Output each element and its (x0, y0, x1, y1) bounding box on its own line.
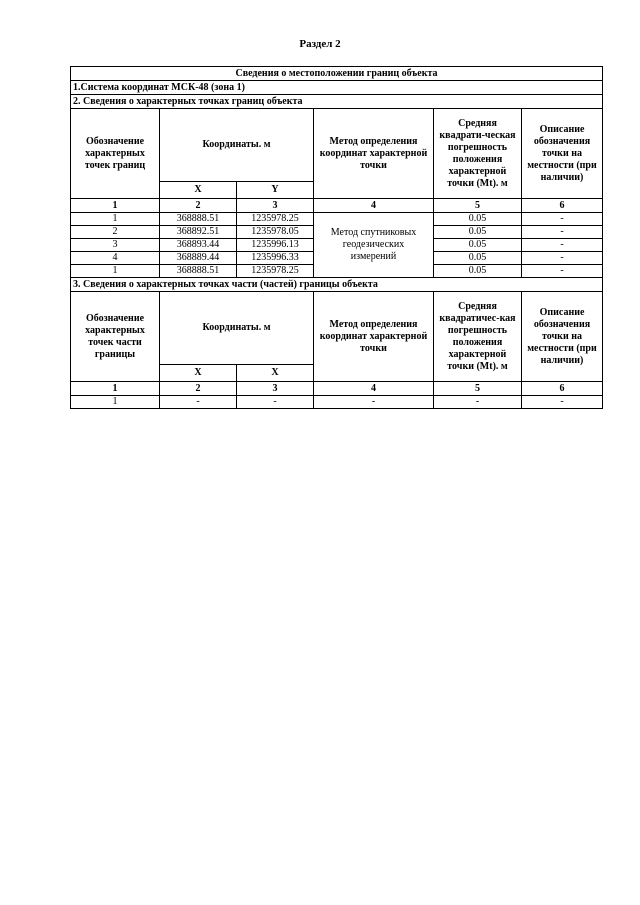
part2-method-header: Метод определения координат характерной точки (314, 109, 434, 199)
part3-method-header: Метод определения координат характерной точки (314, 292, 434, 382)
part3-num-4: 4 (314, 382, 434, 396)
boundary-table (70, 66, 603, 409)
point-number: 1 (71, 265, 160, 278)
part2-num-4: 4 (314, 199, 434, 213)
coord-y: 1235978.25 (237, 213, 314, 226)
coord-y: 1235996.33 (237, 252, 314, 265)
section-title: Раздел 2 (299, 38, 341, 50)
coord-y: 1235978.25 (237, 265, 314, 278)
part3-num-6: 6 (522, 382, 603, 396)
point-number: 1 (71, 396, 160, 409)
part3-y-header: X (237, 365, 314, 382)
point-number: 4 (71, 252, 160, 265)
coord-x: - (160, 396, 237, 409)
point-number: 3 (71, 239, 160, 252)
part3-coords-header: Координаты. м (160, 292, 314, 365)
part3-x-header: X (160, 365, 237, 382)
part2-num-2: 2 (160, 199, 237, 213)
coord-x: 368888.51 (160, 213, 237, 226)
coord-x: 368888.51 (160, 265, 237, 278)
part2-num-3: 3 (237, 199, 314, 213)
method-cell: Метод спутниковых геодезических измерений (314, 213, 434, 278)
part3-title: 3. Сведения о характерных точках части (частей) границы объекта (71, 278, 603, 292)
coord-x: 368893.44 (160, 239, 237, 252)
point-number: 2 (71, 226, 160, 239)
description: - (522, 252, 603, 265)
part2-col1-header: Обозначение характерных точек границ (71, 109, 160, 199)
coord-system: 1.Система координат МСК-48 (зона 1) (71, 81, 603, 95)
description: - (522, 226, 603, 239)
part3-num-2: 2 (160, 382, 237, 396)
description: - (522, 265, 603, 278)
part2-x-header: X (160, 182, 237, 199)
part2-y-header: Y (237, 182, 314, 199)
mt-value: 0.05 (434, 239, 522, 252)
part3-num-3: 3 (237, 382, 314, 396)
table-row (71, 213, 603, 226)
coord-y: 1235978.05 (237, 226, 314, 239)
coord-y: - (237, 396, 314, 409)
part2-num-5: 5 (434, 199, 522, 213)
description: - (522, 239, 603, 252)
mt-value: 0.05 (434, 265, 522, 278)
part2-num-1: 1 (71, 199, 160, 213)
coord-x: 368889.44 (160, 252, 237, 265)
part2-title: 2. Сведения о характерных точках границ объекта (71, 95, 603, 109)
coord-x: 368892.51 (160, 226, 237, 239)
mt-value: 0.05 (434, 252, 522, 265)
part2-error-header: Средняя квадрати-ческая погрешность положения характерной точки (Mt). м (434, 109, 522, 199)
mt-value: 0.05 (434, 213, 522, 226)
mt-value: - (434, 396, 522, 409)
description: - (522, 213, 603, 226)
part2-num-6: 6 (522, 199, 603, 213)
part2-coords-header: Координаты. м (160, 109, 314, 182)
coord-y: 1235996.13 (237, 239, 314, 252)
part3-num-1: 1 (71, 382, 160, 396)
part3-desc-header: Описание обозначения точки на местности (при наличии) (522, 292, 603, 382)
part3-col1-header: Обозначение характерных точек части границы (71, 292, 160, 382)
table-title: Сведения о местоположении границ объекта (71, 67, 603, 81)
description: - (522, 396, 603, 409)
table-row (71, 396, 603, 409)
part3-error-header: Средняя квадратичес-кая погрешность положения характерной точки (Mt). м (434, 292, 522, 382)
mt-value: 0.05 (434, 226, 522, 239)
method-value: - (314, 396, 434, 409)
point-number: 1 (71, 213, 160, 226)
part2-desc-header: Описание обозначения точки на местности (при наличии) (522, 109, 603, 199)
part3-num-5: 5 (434, 382, 522, 396)
